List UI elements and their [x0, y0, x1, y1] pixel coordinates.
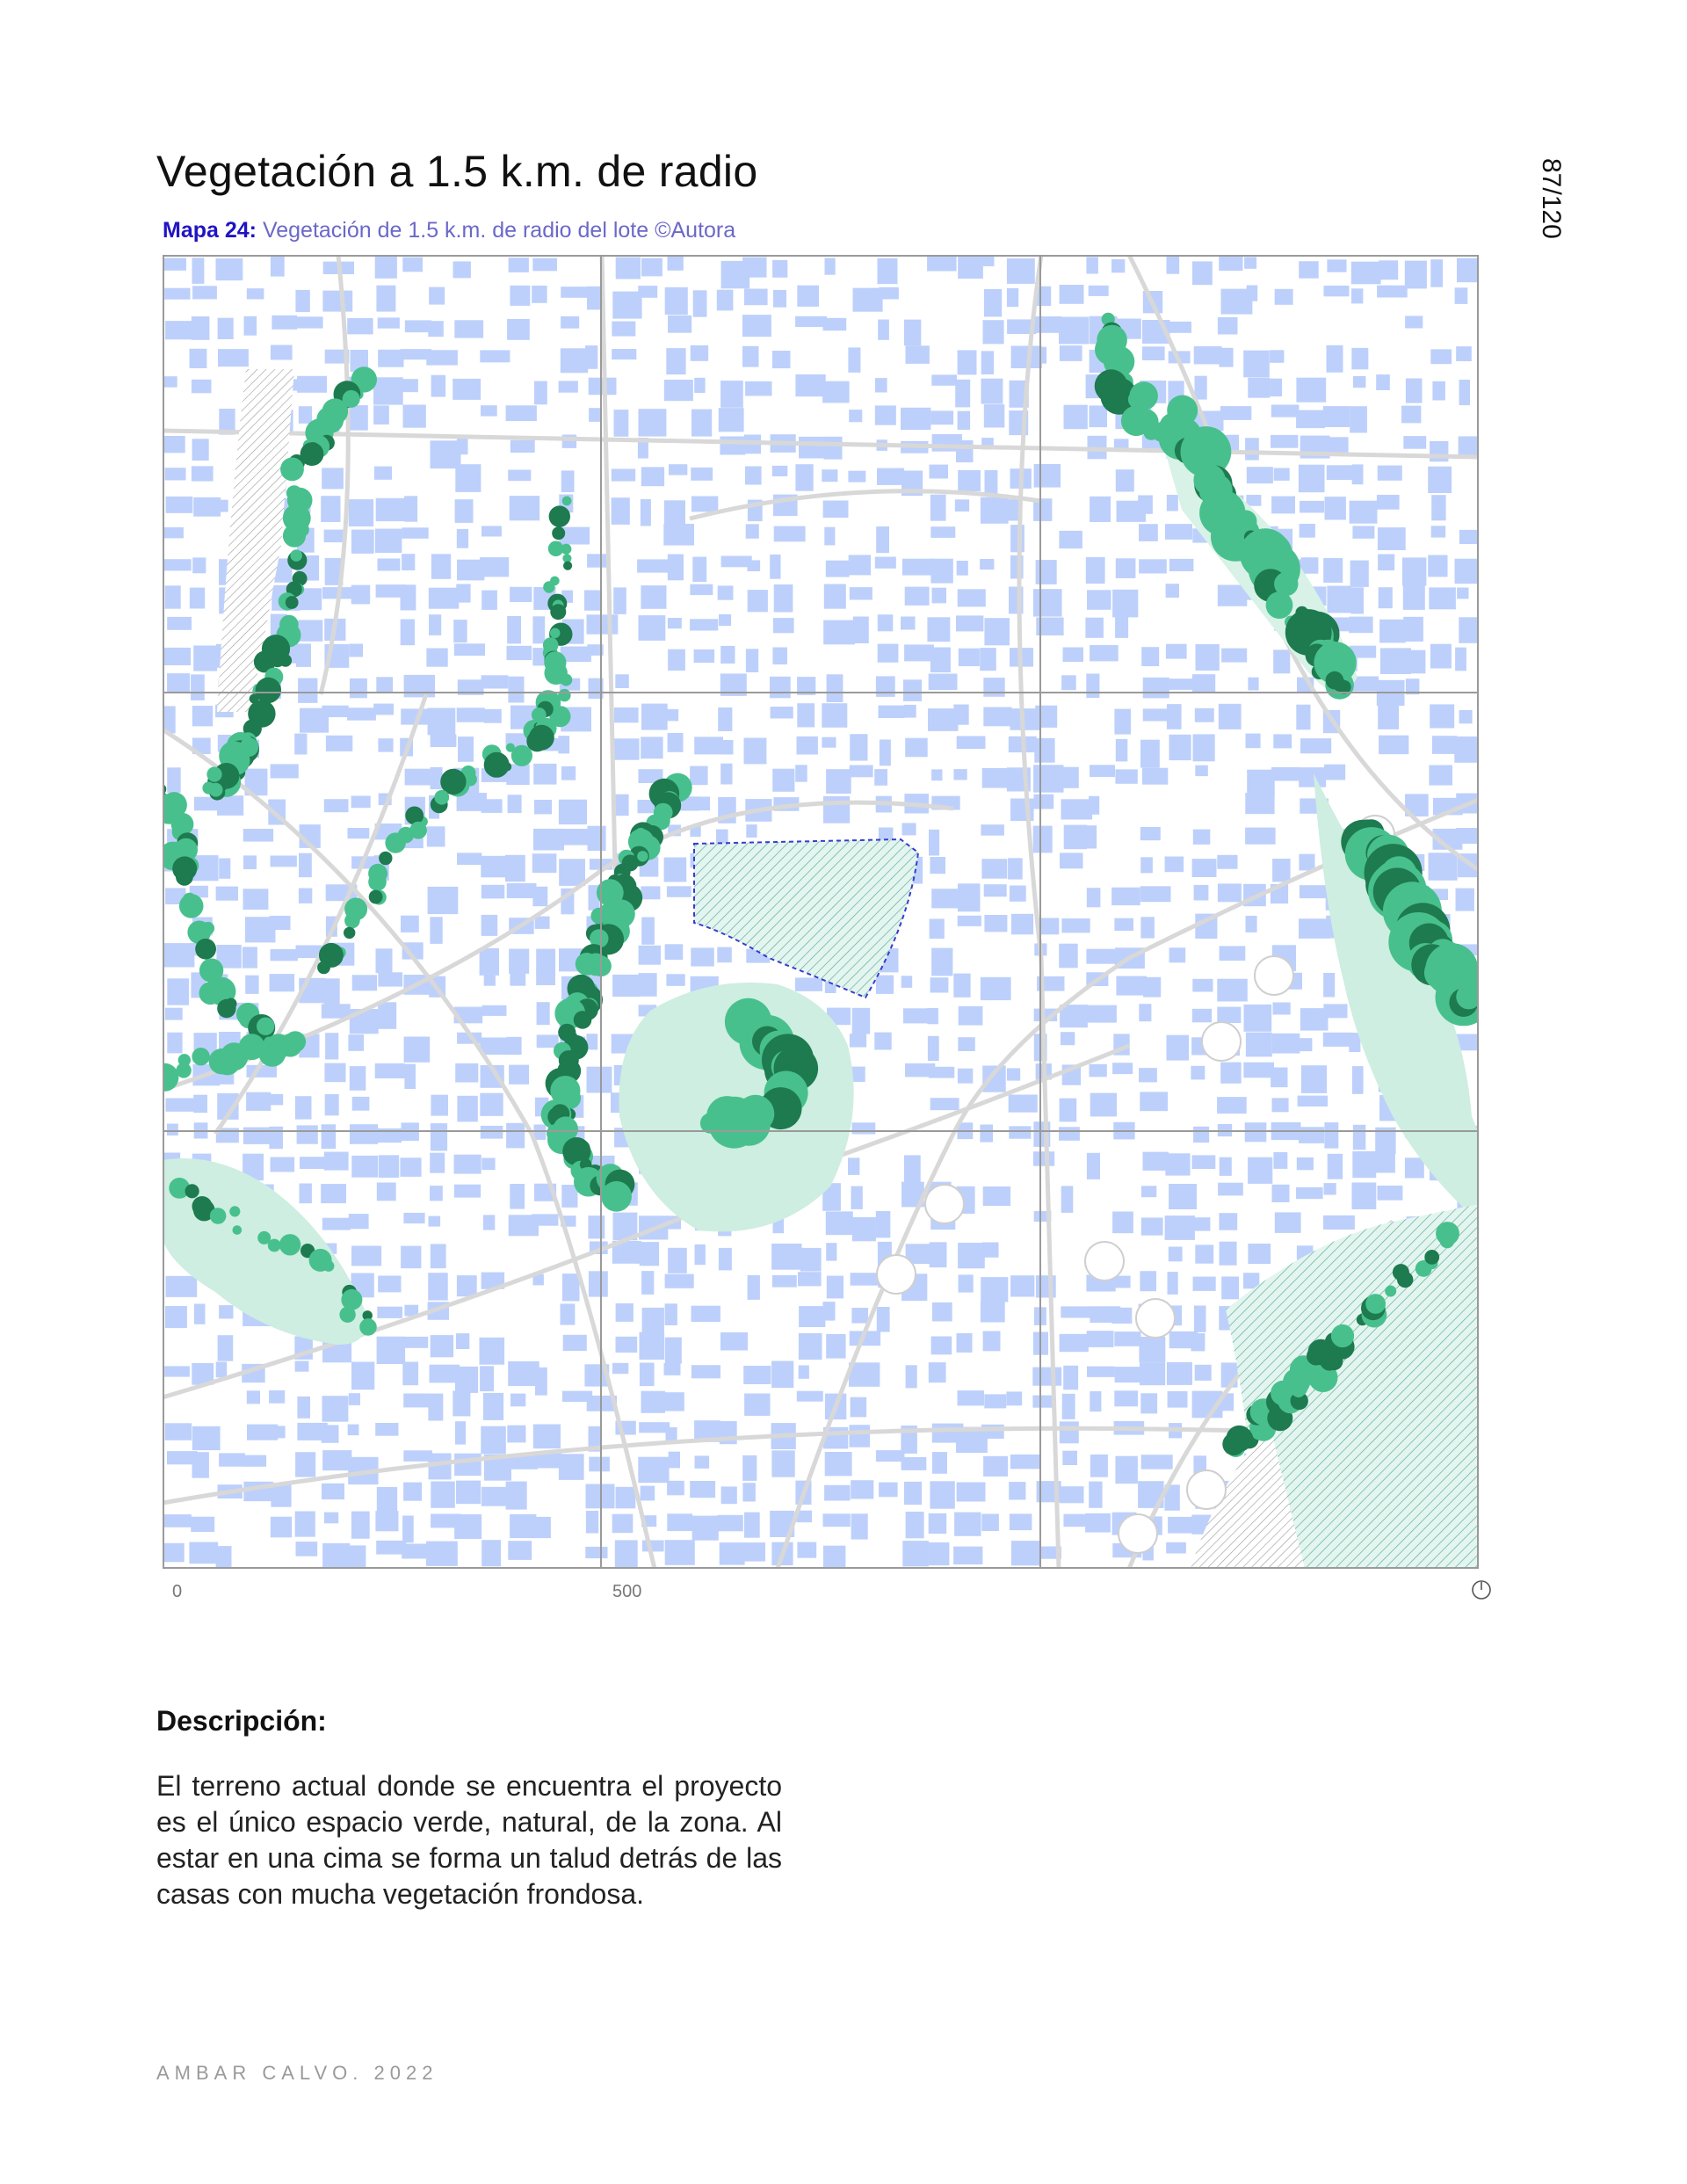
tree-marker	[550, 628, 561, 639]
tree-marker	[268, 1239, 281, 1252]
tree-marker	[233, 1225, 243, 1235]
tree-marker	[561, 544, 571, 555]
tree-marker	[195, 939, 216, 960]
tree-marker	[552, 526, 565, 540]
tree-marker	[1424, 1250, 1439, 1265]
tree-marker	[256, 678, 281, 703]
tree-marker	[286, 596, 299, 609]
tree-marker	[257, 1018, 274, 1035]
page-number: 87/120	[1537, 158, 1566, 239]
footer-author: AMBAR CALVO. 2022	[156, 2062, 438, 2084]
tree-marker	[379, 852, 392, 865]
tree-marker	[317, 961, 330, 975]
tree-marker	[369, 890, 383, 904]
tree-marker	[1331, 1324, 1354, 1347]
tree-marker	[199, 982, 222, 1005]
tree-marker	[280, 458, 304, 482]
scale-label-0: 0	[172, 1582, 183, 1601]
tree-marker	[206, 767, 221, 782]
tree-marker	[178, 1054, 191, 1066]
tree-marker	[484, 752, 510, 778]
tree-marker	[192, 1048, 209, 1065]
tree-marker	[1226, 1426, 1252, 1452]
tree-marker	[549, 505, 570, 526]
tree-marker	[563, 562, 572, 570]
tree-marker	[209, 1048, 235, 1074]
map-caption-label: Mapa 24:	[163, 218, 257, 243]
tree-marker	[339, 1307, 355, 1323]
description-body: El terreno actual donde se encuentra el proyecto es el único espacio verde, natural, de la zona. Al estar en una cima se forma un talud detrás de las casas con mucha vegetación frondosa.	[156, 1770, 782, 1910]
tree-marker	[1266, 591, 1293, 619]
map-caption-text: Vegetación de 1.5 k.m. de radio del lote ©Autora	[262, 218, 736, 243]
tree-marker	[405, 807, 424, 825]
scale-label-500: 500	[612, 1582, 642, 1601]
tree-marker	[344, 927, 355, 939]
tree-marker	[341, 1289, 362, 1310]
tree-marker	[344, 913, 360, 929]
tree-marker	[209, 783, 223, 797]
tree-marker	[434, 790, 449, 805]
tree-marker	[179, 894, 204, 918]
description-heading: Descripción:	[156, 1705, 327, 1737]
tree-marker	[385, 832, 405, 853]
tree-marker	[506, 744, 515, 752]
tree-marker	[306, 442, 320, 456]
vegetation-map	[163, 255, 1479, 1569]
tree-marker	[616, 1190, 627, 1201]
tree-marker	[282, 620, 298, 636]
tree-marker	[229, 1206, 240, 1216]
tree-marker	[1385, 1286, 1396, 1297]
tree-marker	[176, 868, 193, 886]
tree-marker	[279, 1234, 300, 1255]
tree-marker	[290, 549, 302, 562]
tree-marker	[1436, 1222, 1459, 1245]
tree-marker	[359, 1318, 377, 1336]
tree-marker	[217, 999, 235, 1018]
tree-marker	[283, 525, 306, 548]
tree-marker	[584, 954, 607, 976]
tree-marker	[294, 495, 303, 504]
tree-marker	[368, 873, 387, 891]
tree-marker	[323, 1260, 335, 1272]
map-caption	[163, 218, 735, 243]
tree-marker	[560, 674, 572, 686]
tree-marker	[550, 604, 566, 620]
north-arrow-icon	[1471, 1579, 1492, 1600]
tree-marker	[210, 1208, 227, 1224]
tree-marker	[543, 581, 554, 592]
tree-marker	[1393, 1264, 1409, 1281]
tree-marker	[574, 1011, 592, 1029]
tree-marker	[564, 1090, 576, 1101]
tree-marker	[562, 497, 572, 506]
tree-marker	[637, 851, 648, 861]
page-title: Vegetación a 1.5 k.m. de radio	[156, 147, 758, 196]
tree-marker	[185, 1184, 199, 1198]
tree-marker	[1365, 1294, 1386, 1314]
